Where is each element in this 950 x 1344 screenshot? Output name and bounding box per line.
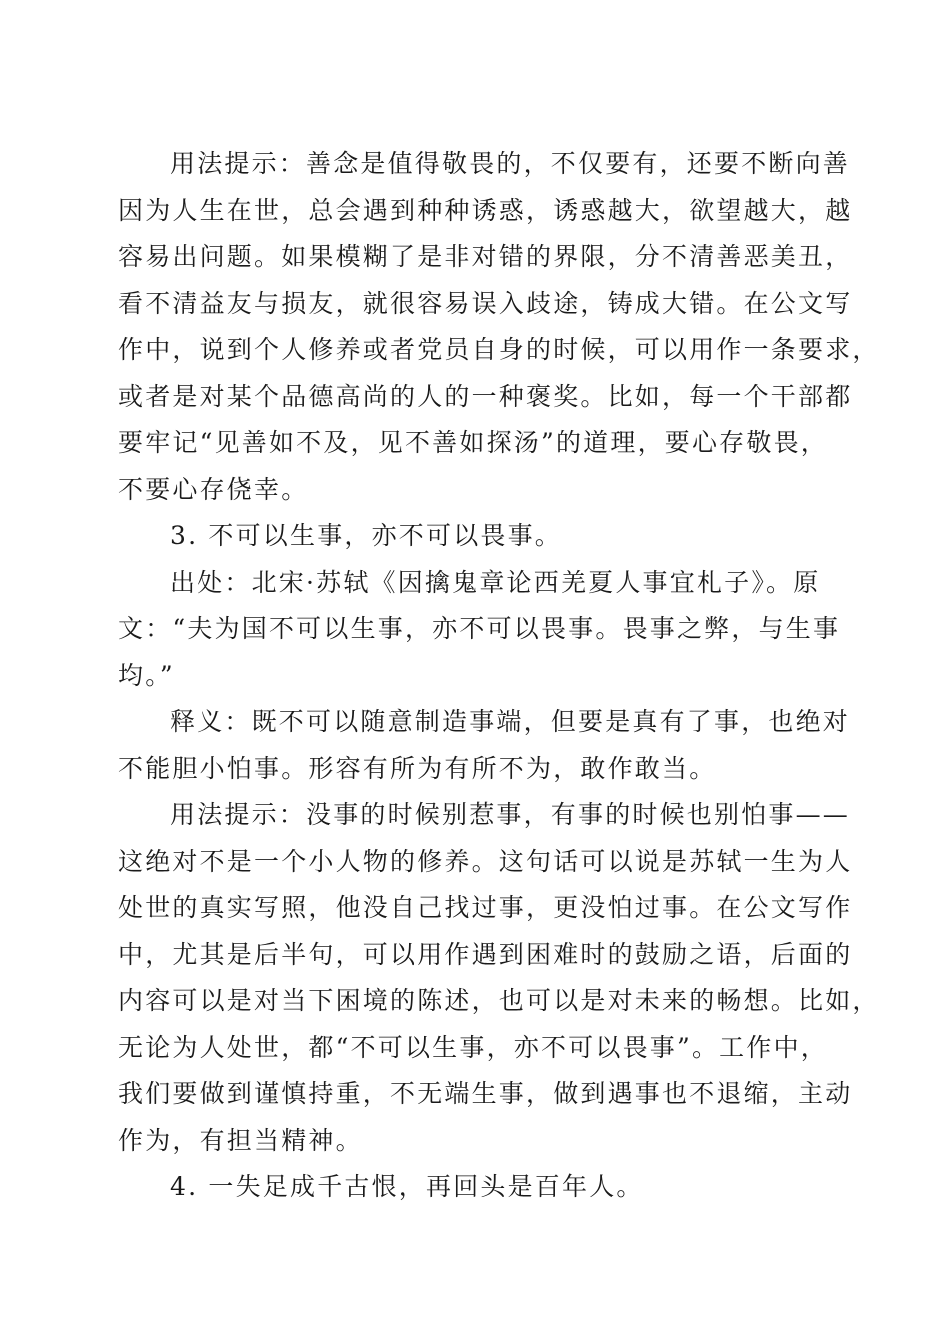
text-line: 因为人生在世，总会遇到种种诱惑，诱惑越大，欲望越大，越 — [118, 195, 853, 225]
text-line: 不要心存侥幸。 — [118, 474, 309, 504]
text-line: 3. 不可以生事，亦不可以畏事。 — [170, 521, 563, 550]
text-line: 要牢记“见善如不及，见不善如探汤”的道理，要心存敬畏， — [118, 428, 828, 457]
paragraph-meaning-3 — [118, 699, 851, 792]
text-line: 均。” — [118, 660, 175, 690]
text-line: 作为，有担当精神。 — [118, 1125, 363, 1155]
text-line: 用法提示：没事的时候别惹事，有事的时候也别怕事—— — [170, 800, 851, 829]
document-page — [118, 141, 880, 1211]
text-line: 4. 一失足成千古恨，再回头是百年人。 — [170, 1172, 644, 1201]
text-line: 内容可以是对当下困境的陈述，也可以是对未来的畅想。比如， — [118, 986, 880, 1015]
paragraph-heading-3 — [118, 513, 834, 560]
text-line: 释义：既不可以随意制造事端，但要是真有了事，也绝对 — [170, 707, 851, 736]
paragraph-usage-3 — [118, 792, 880, 1164]
text-line: 我们要做到谨慎持重，不无端生事，做到遇事也不退缩，主动 — [118, 1079, 853, 1108]
text-line: 这绝对不是一个小人物的修养。这句话可以说是苏轼一生为人 — [118, 846, 853, 876]
text-line: 不能胆小怕事。形容有所为有所不为，敢作敢当。 — [118, 753, 717, 783]
text-line: 看不清益友与损友，就很容易误入歧途，铸成大错。在公文写 — [118, 288, 853, 318]
paragraph-usage-1 — [118, 141, 880, 513]
text-line: 中，尤其是后半句，可以用作遇到困难时的鼓励之语，后面的 — [118, 939, 853, 969]
text-line: 用法提示：善念是值得敬畏的，不仅要有，还要不断向善 — [170, 149, 851, 178]
text-line: 作中，说到个人修养或者党员自身的时候，可以用作一条要求， — [118, 335, 880, 364]
text-line: 或者是对某个品德高尚的人的一种褒奖。比如，每一个干部都 — [118, 381, 853, 411]
text-line: 处世的真实写照，他没自己找过事，更没怕过事。在公文写作 — [118, 893, 853, 922]
text-line: 容易出问题。如果模糊了是非对错的界限，分不清善恶美丑， — [118, 242, 853, 271]
paragraph-source-3 — [118, 560, 841, 700]
text-line: 无论为人处世，都“不可以生事，亦不可以畏事”。工作中， — [118, 1032, 828, 1062]
text-line: 出处：北宋·苏轼《因擒鬼章论西羌夏人事宜札子》。原 — [170, 567, 821, 597]
text-line: 文：“夫为国不可以生事，亦不可以畏事。畏事之弊，与生事 — [118, 614, 841, 643]
paragraph-heading-4 — [118, 1164, 834, 1211]
